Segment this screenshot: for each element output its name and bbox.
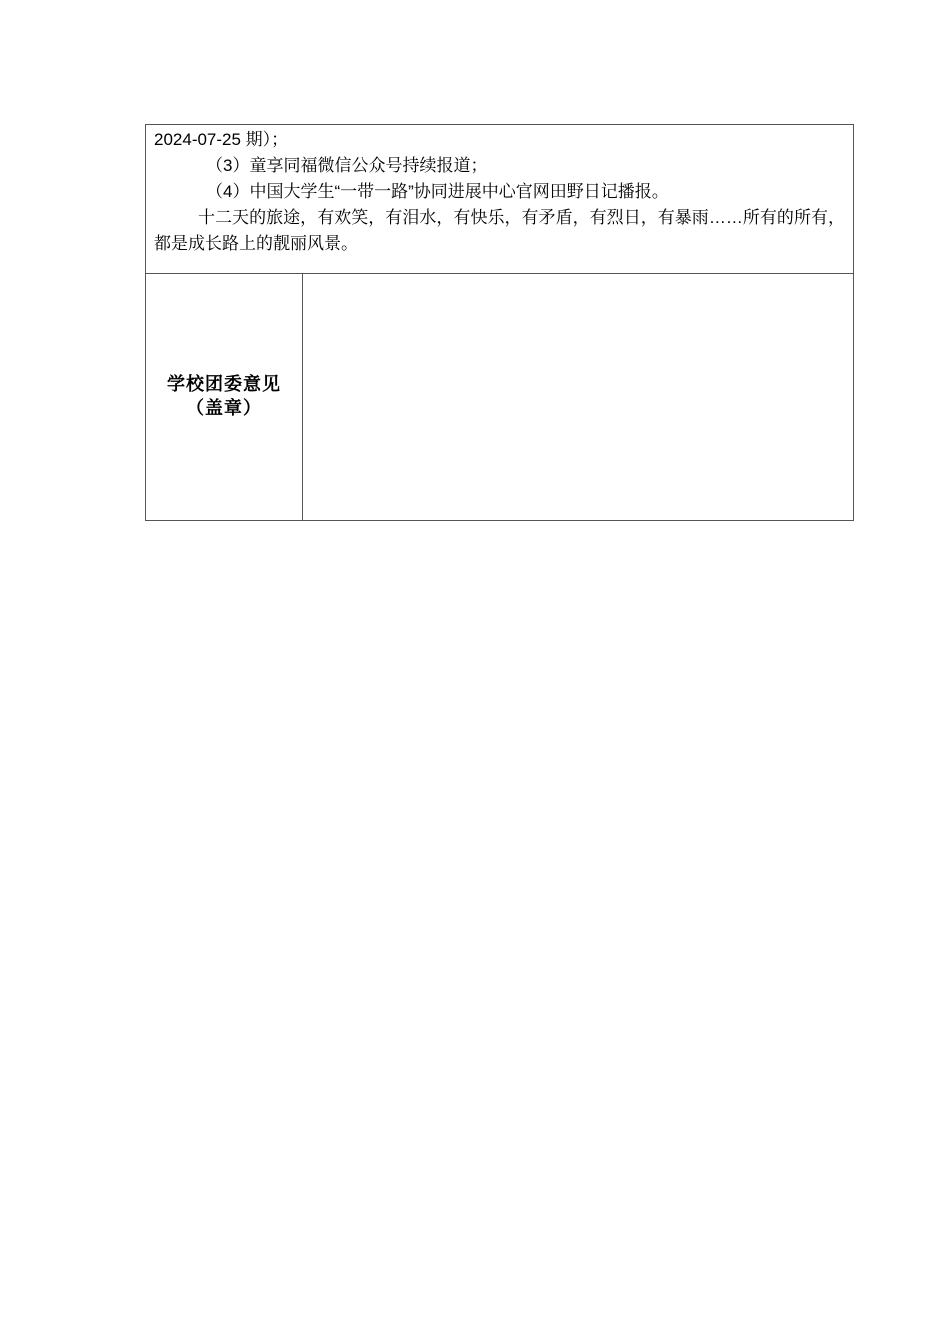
report-table	[145, 124, 854, 521]
report-line-website: （4）中国大学生“一带一路”协同进展中心官网田野日记播报。	[206, 182, 669, 201]
content-row	[146, 125, 854, 274]
approval-opinion-cell	[303, 274, 854, 521]
report-line-date: 2024-07-25 期）；	[154, 130, 289, 149]
content-body	[146, 125, 853, 257]
summary-paragraph: 十二天的旅途，有欢笑，有泪水，有快乐，有矛盾，有烈日，有暴雨……所有的所有，都是成长路上的靓丽风景。	[154, 208, 845, 253]
approval-row	[146, 274, 854, 521]
approval-label-cell	[146, 274, 303, 521]
approval-label-title: 学校团委意见	[167, 374, 281, 395]
report-line-wechat: （3）童享同福微信公众号持续报道；	[206, 156, 488, 175]
approval-label	[146, 373, 302, 421]
content-cell	[146, 125, 854, 274]
approval-label-seal: （盖章）	[186, 398, 262, 419]
